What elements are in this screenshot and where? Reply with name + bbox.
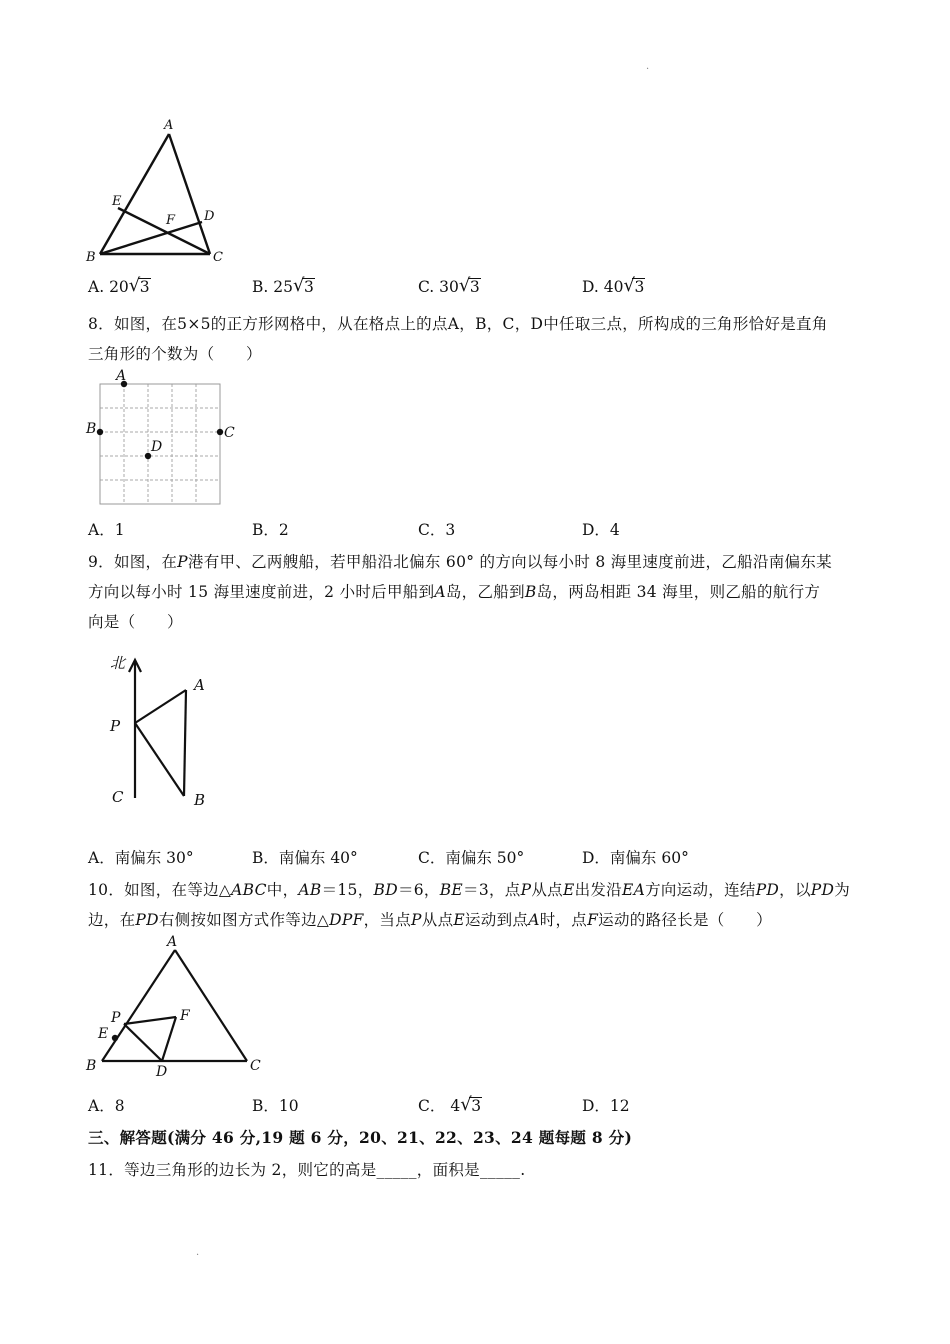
q10-point-e bbox=[112, 1035, 118, 1041]
q9-line-1: 9．如图，在P港有甲、乙两艘船，若甲船沿北偏东 60° 的方向以每小时 8 海里速度前进，乙船沿南偏东某 bbox=[88, 553, 832, 571]
q9-option-d: D．南偏东 60° bbox=[582, 849, 689, 867]
q8-grid-figure bbox=[84, 366, 244, 510]
q8-point-b bbox=[97, 429, 103, 435]
q9-label-b: B bbox=[194, 791, 206, 809]
q9-label-north: 北 bbox=[110, 654, 126, 672]
q10-option-b: B．10 bbox=[252, 1097, 299, 1115]
q7-option-c: C. 30 √ 3 bbox=[418, 275, 480, 296]
q7-label-d: D bbox=[204, 209, 215, 224]
q11-text: 11．等边三角形的边长为 2，则它的高是_____，面积是_____. bbox=[88, 1161, 526, 1179]
q8-option-d: D．4 bbox=[582, 521, 620, 539]
q8-line-2: 三角形的个数为（ ） bbox=[88, 345, 262, 363]
q10-label-b: B bbox=[86, 1058, 97, 1074]
q9-option-c: C．南偏东 50° bbox=[418, 849, 525, 867]
q10-label-p: P bbox=[111, 1010, 121, 1026]
q7-option-b: B. 25 √ 3 bbox=[252, 275, 314, 296]
q7-option-a: A. 20 √ 3 bbox=[88, 275, 150, 296]
q7-option-d: D. 40 √ 3 bbox=[582, 275, 645, 296]
q8-option-c: C．3 bbox=[418, 521, 456, 539]
q10-line-1: 10．如图，在等边△ABC中，AB＝15，BD＝6，BE＝3，点P从点E出发沿EA方向运动，连结PD，以PD为 bbox=[88, 881, 851, 899]
footer-mark: · bbox=[196, 1250, 200, 1261]
q10-label-d: D bbox=[156, 1064, 168, 1080]
q9-label-a: A bbox=[194, 676, 205, 694]
q8-option-a: A．1 bbox=[88, 521, 125, 539]
section-3-heading: 三、解答题(满分 46 分,19 题 6 分，20、21、22、23、24 题每题 8 分) bbox=[88, 1128, 633, 1147]
q9-label-p: P bbox=[110, 717, 121, 735]
q9-line-2: 方向以每小时 15 海里速度前进，2 小时后甲船到A岛，乙船到B岛，两岛相距 34 海里，则乙船的航行方 bbox=[88, 583, 821, 601]
q10-option-a: A．8 bbox=[88, 1097, 125, 1115]
q8-point-c bbox=[217, 429, 223, 435]
q9-line-3: 向是（ ） bbox=[88, 613, 183, 631]
q7-figure bbox=[84, 112, 244, 268]
q7-label-f: F bbox=[166, 213, 176, 228]
q8-label-b: B bbox=[86, 421, 97, 437]
q8-label-a: A bbox=[116, 368, 127, 384]
header-mark: · bbox=[646, 64, 650, 75]
q7-label-b: B bbox=[86, 250, 96, 265]
q7-label-e: E bbox=[112, 194, 122, 209]
q8-option-b: B．2 bbox=[252, 521, 289, 539]
q7-label-c: C bbox=[213, 250, 223, 265]
q10-label-c: C bbox=[250, 1058, 261, 1074]
q8-line-1: 8．如图，在5×5的正方形网格中，从在格点上的点A，B，C，D中任取三点，所构成的三角形恰好是直角 bbox=[88, 315, 828, 333]
q10-label-a: A bbox=[167, 934, 178, 950]
q7-label-a: A bbox=[164, 118, 174, 133]
q9-option-a: A．南偏东 30° bbox=[88, 849, 194, 867]
q8-label-c: C bbox=[224, 425, 235, 441]
q9-label-c: C bbox=[112, 788, 124, 806]
q10-option-c: C． 4 √ 3 bbox=[418, 1094, 482, 1115]
q10-line-2: 边，在PD右侧按如图方式作等边△DPF，当点P从点E运动到点A时，点F运动的路径长是（ ） bbox=[88, 911, 772, 929]
q10-figure bbox=[84, 932, 274, 1080]
q9-option-b: B．南偏东 40° bbox=[252, 849, 358, 867]
q10-label-f: F bbox=[180, 1008, 190, 1024]
q8-label-d: D bbox=[151, 439, 163, 455]
q9-figure bbox=[100, 648, 230, 818]
q10-option-d: D．12 bbox=[582, 1097, 630, 1115]
q10-label-e: E bbox=[98, 1026, 109, 1042]
